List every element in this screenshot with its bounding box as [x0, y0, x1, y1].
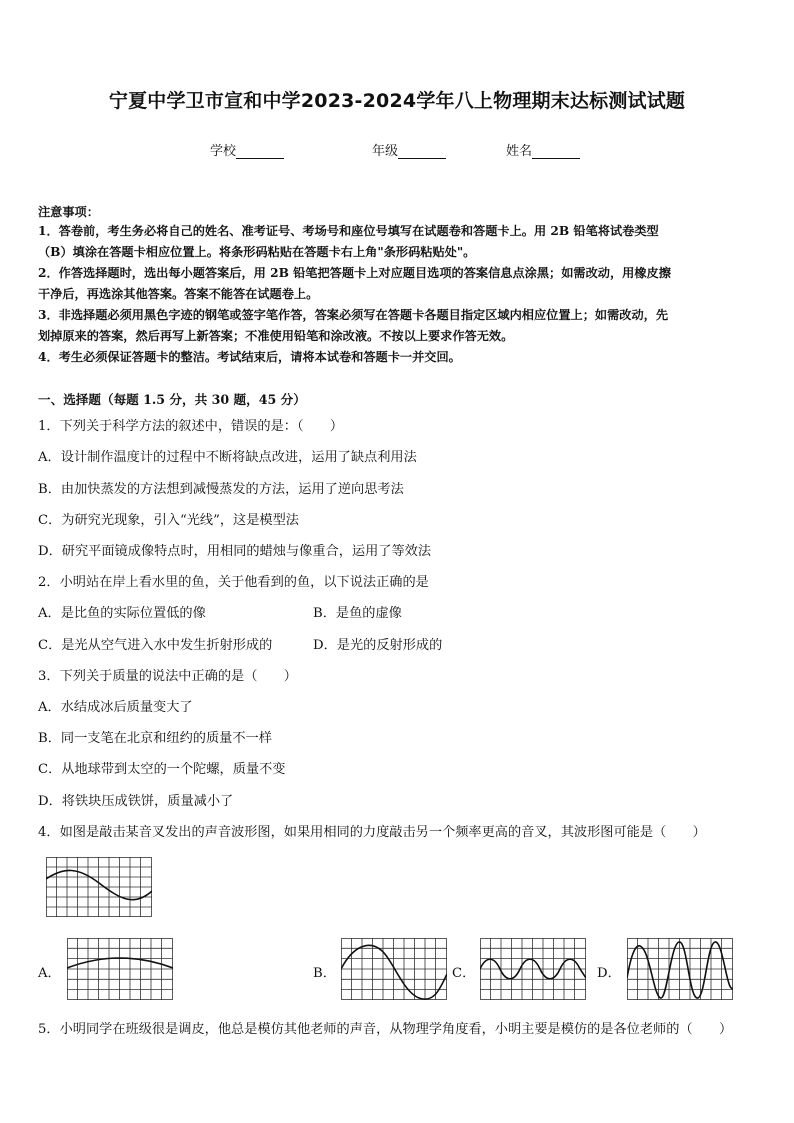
question-4-option-b-label[interactable]: B．: [313, 966, 336, 981]
reference-waveform-figure: [46, 857, 152, 917]
grade-field: [372, 140, 446, 159]
question-3-option-a[interactable]: A．水结成冰后质量变大了: [38, 700, 193, 715]
notice-line: 3．非选择题必须用黑色字迹的钢笔或签字笔作答，答案必须写在答题卡各题目指定区域内相应位置上；如需改动，先: [38, 308, 669, 322]
section-heading: 一、选择题（每题 1.5 分，共 30 题，45 分）: [38, 392, 306, 407]
notice-line: 4．考生必须保证答题卡的整洁。考试结束后，请将本试卷和答题卡一并交回。: [38, 350, 461, 364]
question-2-option-c[interactable]: C．是光从空气进入水中发生折射形成的: [38, 638, 273, 653]
question-2-option-b[interactable]: B．是鱼的虚像: [313, 606, 402, 621]
option-a-waveform[interactable]: [67, 938, 173, 1000]
question-4-option-c-label[interactable]: C．: [452, 966, 476, 981]
question-4-option-a-label[interactable]: A．: [38, 966, 61, 981]
school-blank[interactable]: [236, 145, 284, 159]
option-b-waveform[interactable]: [341, 938, 447, 1000]
question-1-option-d[interactable]: D．研究平面镜成像特点时，用相同的蜡烛与像重合，运用了等效法: [38, 544, 432, 559]
question-3-option-b[interactable]: B．同一支笔在北京和纽约的质量不一样: [38, 731, 272, 746]
question-3-option-c[interactable]: C．从地球带到太空的一个陀螺，质量不变: [38, 762, 286, 777]
question-2-option-d[interactable]: D．是光的反射形成的: [313, 638, 443, 653]
question-5-stem: 5．小明同学在班级很是调皮，他总是模仿其他老师的声音，从物理学角度看，小明主要是模仿的是各位老师的（ ）: [38, 1022, 733, 1037]
page-title: 宁夏中学卫市宣和中学2023-2024学年八上物理期末达标测试试题: [108, 90, 686, 112]
school-field: [210, 140, 284, 159]
question-3-option-d[interactable]: D．将铁块压成铁饼，质量减小了: [38, 794, 234, 809]
notice-heading: 注意事项：: [38, 205, 99, 219]
notice-line: （B）填涂在答题卡相应位置上。将条形码粘贴在答题卡右上角"条形码粘贴处"。: [38, 245, 476, 259]
notice-line: 划掉原来的答案，然后再写上新答案；不准使用铅笔和涂改液。不按以上要求作答无效。: [38, 329, 514, 343]
question-1-stem: 1．下列关于科学方法的叙述中，错误的是：（ ）: [38, 419, 344, 434]
notice-line: 干净后，再选涂其他答案。答案不能答在试题卷上。: [38, 287, 319, 301]
grade-label: 年级: [372, 144, 399, 159]
name-blank[interactable]: [532, 145, 580, 159]
name-field: [506, 140, 580, 159]
question-3-stem: 3．下列关于质量的说法中正确的是（ ）: [38, 669, 297, 684]
notice-line: 1．答卷前，考生务必将自己的姓名、准考证号、考场号和座位号填写在试题卷和答题卡上。用 2B 铅笔将试卷类型: [38, 224, 659, 238]
question-1-option-c[interactable]: C．为研究光现象，引入“光线”，这是模型法: [38, 513, 299, 528]
question-2-stem: 2．小明站在岸上看水里的鱼，关于他看到的鱼，以下说法正确的是: [38, 575, 429, 590]
question-4-option-d-label[interactable]: D．: [597, 966, 621, 981]
question-1-option-a[interactable]: A．设计制作温度计的过程中不断将缺点改进，运用了缺点利用法: [38, 450, 417, 465]
option-c-waveform[interactable]: [480, 938, 586, 1000]
name-label: 姓名: [506, 144, 533, 159]
notice-line: 2．作答选择题时，选出每小题答案后，用 2B 铅笔把答题卡上对应题目选项的答案信息点涂黑；如需改动，用橡皮擦: [38, 266, 671, 280]
question-2-option-a[interactable]: A．是比鱼的实际位置低的像: [38, 606, 206, 621]
option-d-waveform[interactable]: [627, 938, 733, 1000]
question-1-option-b[interactable]: B．由加快蒸发的方法想到减慢蒸发的方法，运用了逆向思考法: [38, 482, 404, 497]
school-label: 学校: [210, 144, 237, 159]
grade-blank[interactable]: [398, 145, 446, 159]
question-4-stem: 4．如图是敲击某音叉发出的声音波形图，如果用相同的力度敲击另一个频率更高的音叉，其波形图可能是（ ）: [38, 825, 706, 840]
